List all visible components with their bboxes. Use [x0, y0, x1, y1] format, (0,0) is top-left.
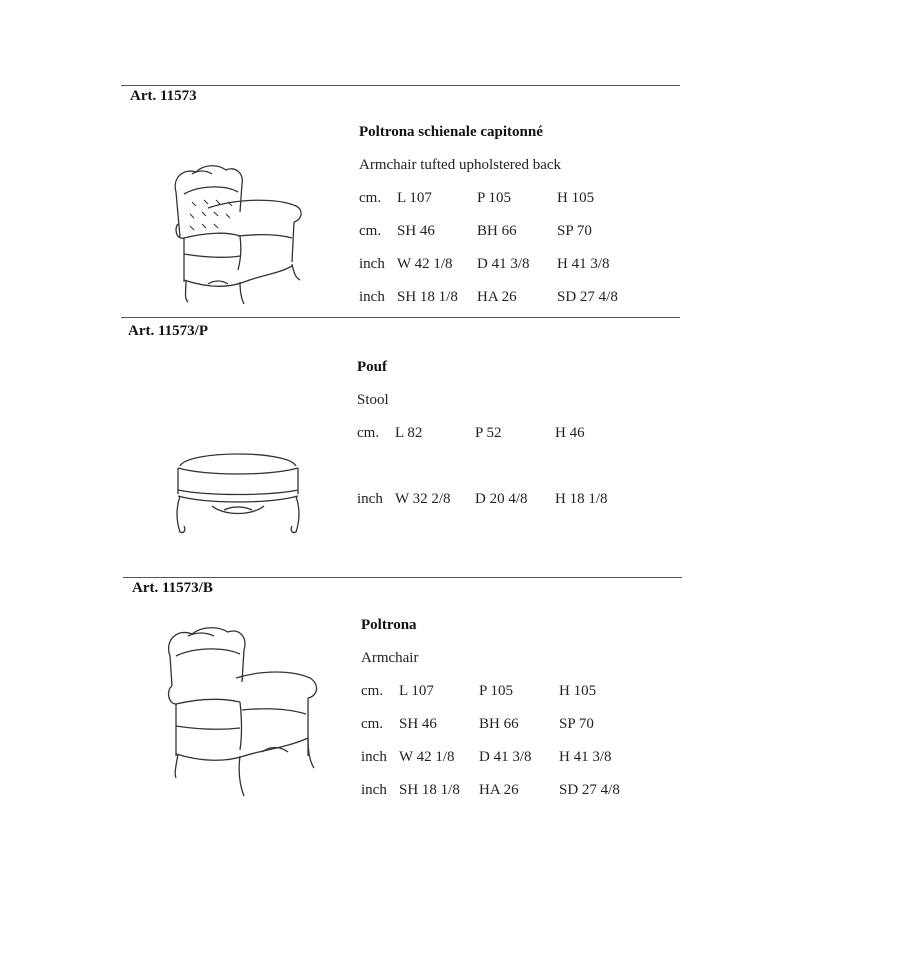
- product-title: Poltrona schienale capitonné: [359, 124, 543, 140]
- dimension-value: HA 26: [479, 782, 519, 798]
- product-subtitle: Armchair: [361, 650, 419, 666]
- dimension-row: [357, 491, 677, 511]
- unit-label: inch: [359, 256, 385, 272]
- tufted-armchair-drawing: [168, 162, 308, 307]
- unit-label: cm.: [361, 683, 384, 699]
- article-number: Art. 11573/P: [128, 323, 208, 339]
- article-number: Art. 11573/B: [132, 580, 213, 596]
- product-info: [361, 617, 681, 802]
- dimension-value: SP 70: [557, 223, 592, 239]
- section-divider: [121, 317, 680, 318]
- dimension-value: L 107: [397, 190, 432, 206]
- dimension-value: H 46: [555, 425, 585, 441]
- product-subtitle: Armchair tufted upholstered back: [359, 157, 562, 173]
- dimension-value: H 41 3/8: [559, 749, 612, 765]
- product-title: Poltrona: [361, 617, 417, 633]
- product-info: [359, 124, 679, 309]
- armchair-drawing: [162, 626, 322, 801]
- dimension-value: L 82: [395, 425, 423, 441]
- product-title: Pouf: [357, 359, 387, 375]
- dimension-value: P 52: [475, 425, 502, 441]
- section-divider: [121, 85, 680, 86]
- dimension-value: W 32 2/8: [395, 491, 451, 507]
- unit-label: inch: [361, 782, 387, 798]
- dimension-value: SP 70: [559, 716, 594, 732]
- unit-label: cm.: [361, 716, 384, 732]
- dimension-row: [361, 683, 681, 703]
- dimension-value: W 42 1/8: [397, 256, 453, 272]
- product-info: [357, 359, 677, 511]
- dimension-value: D 41 3/8: [479, 749, 532, 765]
- dimension-value: P 105: [479, 683, 514, 699]
- dimension-row: [359, 256, 679, 276]
- dimension-row: [359, 190, 679, 210]
- dimension-row: [361, 749, 681, 769]
- dimension-row: [361, 716, 681, 736]
- dimension-value: D 20 4/8: [475, 491, 528, 507]
- unit-label: cm.: [359, 223, 382, 239]
- unit-label: inch: [357, 491, 383, 507]
- dimension-value: H 18 1/8: [555, 491, 608, 507]
- dimension-value: L 107: [399, 683, 434, 699]
- dimension-value: SD 27 4/8: [557, 289, 618, 305]
- dimension-row: [359, 289, 679, 309]
- unit-label: inch: [359, 289, 385, 305]
- dimension-row: [359, 223, 679, 243]
- unit-label: cm.: [359, 190, 382, 206]
- dimension-value: H 41 3/8: [557, 256, 610, 272]
- dimension-value: H 105: [559, 683, 597, 699]
- section-divider: [123, 577, 682, 578]
- product-subtitle: Stool: [357, 392, 389, 408]
- dimension-value: SH 46: [397, 223, 435, 239]
- unit-label: inch: [361, 749, 387, 765]
- dimension-value: HA 26: [477, 289, 517, 305]
- dimension-value: SH 18 1/8: [399, 782, 460, 798]
- dimension-value: SH 46: [399, 716, 437, 732]
- dimension-value: H 105: [557, 190, 595, 206]
- dimension-row: [357, 425, 677, 445]
- dimension-value: SD 27 4/8: [559, 782, 620, 798]
- dimension-value: D 41 3/8: [477, 256, 530, 272]
- unit-label: cm.: [357, 425, 380, 441]
- article-number: Art. 11573: [130, 88, 197, 104]
- dimension-value: BH 66: [479, 716, 519, 732]
- pouf-drawing: [168, 446, 308, 542]
- dimension-value: SH 18 1/8: [397, 289, 458, 305]
- dimension-value: P 105: [477, 190, 512, 206]
- dimension-row: [361, 782, 681, 802]
- dimension-value: W 42 1/8: [399, 749, 455, 765]
- dimension-value: BH 66: [477, 223, 517, 239]
